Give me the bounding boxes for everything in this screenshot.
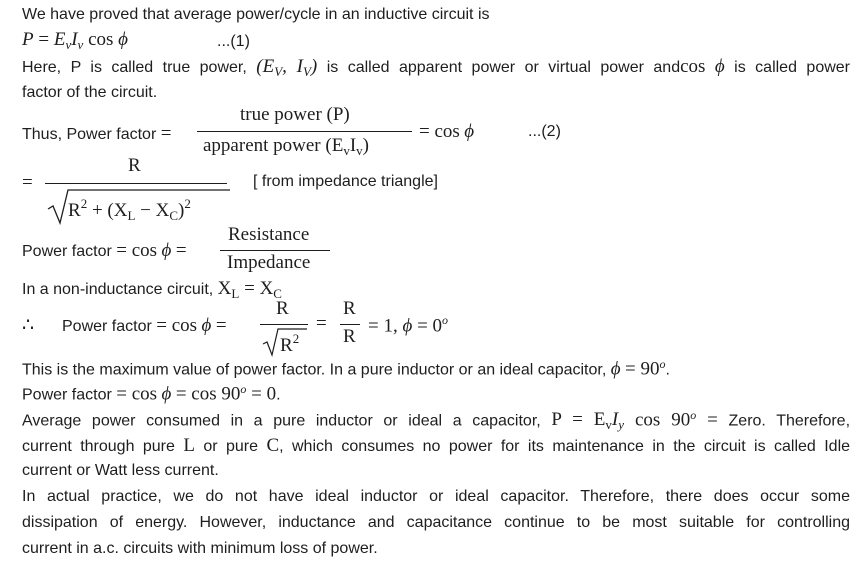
line7: This is the maximum value of power factor. In a pure inductor or an ideal capacitor, $\phi = 90^o$. [22, 357, 670, 380]
para10-line1: In actual practice, we do not have ideal inductor or ideal capacitor. Therefore, there does occur some [22, 488, 850, 505]
eq6-num1: R [276, 298, 289, 319]
eq4-numerator: Resistance [228, 224, 310, 245]
eq6-lead: Power factor = cos ϕ = [62, 315, 227, 336]
eq6-den2: R [343, 326, 356, 347]
eq3-equals: = [22, 172, 33, 193]
eq2-fraction-bar [197, 131, 412, 132]
equation-1: $P = E_vI_v$ cos ϕ [22, 29, 128, 52]
eq2-denominator: apparent power $(E_vI_v)$ [203, 135, 369, 158]
eq2-numerator: true power (P) [240, 104, 350, 125]
line5: In a non-inductance circuit, $X_L = X_C$ [22, 278, 282, 301]
therefore-symbol: ∴ [22, 315, 35, 336]
para10-line3: current in a.c. circuits with minimum loss of power. [22, 540, 378, 557]
eq6-equals: = [316, 313, 327, 334]
eq4-lead: Power factor = cos ϕ = [22, 240, 187, 261]
line8: Power factor = $\cos \phi = \cos 90^o = 0$. [22, 382, 281, 405]
eq1-number: ...(1) [217, 33, 250, 50]
para9-line1: Average power consumed in a pure inductor or ideal a capacitor, $P = E_vI_y$ $\cos 90^o$ = Zero. Therefore, [22, 408, 851, 433]
eq6-rhs: = 1, $\phi = 0^o$ [368, 313, 449, 337]
para1-line2: factor of the circuit. [22, 84, 158, 101]
eq2-rhs: = cos ϕ [419, 121, 475, 142]
eq2-lead: Thus, Power factor = [22, 123, 172, 144]
eq4-fraction-bar [220, 250, 330, 251]
eq3-note: [ from impedance triangle] [253, 173, 438, 190]
eq6-num2: R [343, 298, 356, 319]
eq6-bar2 [340, 324, 360, 325]
intro-text: We have proved that average power/cycle in an inductive circuit is [22, 6, 490, 23]
eq2-number: ...(2) [528, 123, 561, 140]
para9-line2: current through pure L or pure C, which consumes no power for its maintenance in the circuit is called Idle [22, 435, 851, 456]
para9-line3: current or Watt less current. [22, 462, 219, 479]
para1-line1: Here, P is called true power, ($E_V$, $I_V$) is called apparent power or virtual power andcos ϕ is called power [22, 56, 850, 79]
eq4-denominator: Impedance [227, 252, 311, 273]
para10-line2: dissipation of energy. However, inductance and capacitance continue to be most suitable for controlling [22, 514, 850, 531]
eq3-numerator: R [128, 155, 141, 176]
eq1-lhs: P [22, 29, 34, 50]
eq6-den1: $R^2$ [280, 331, 300, 356]
eq3-denominator: $R^2 + (X_L - X_C)^2$ [68, 196, 191, 223]
eq6-bar1 [260, 324, 308, 325]
eq3-fraction-bar [45, 183, 227, 184]
